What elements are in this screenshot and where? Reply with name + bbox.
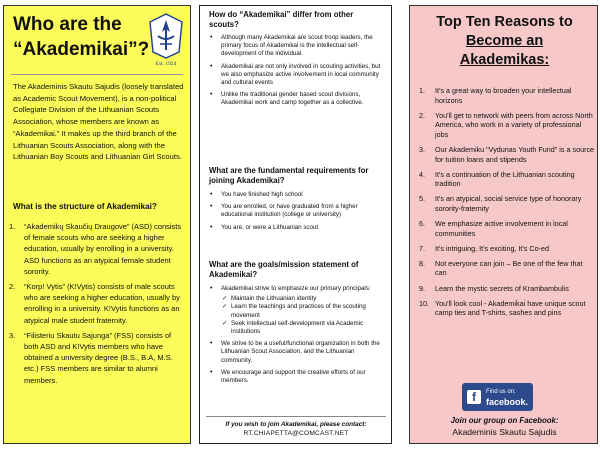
list-item: 7. It's intriguing, It's exciting, It's Co-ed: [419, 243, 549, 253]
list-item: 6. We emphasize active involvement in local communities: [419, 219, 568, 238]
list-item: 3. “Filisteriu Skautu Sajunga” (FSS) consists of both ASD and K!Vytis members who have obtained a university degree (B.S., B.A, M.S. etc.) FSS members are similar to alumni members.: [9, 330, 173, 385]
crest-year: Est. 1924: [155, 61, 177, 67]
panel1-title: Who are the “Akademikai”?: [13, 14, 150, 60]
check-icon: ✓: [222, 319, 228, 327]
contact-line: If you wish to join Akademikai, please contact:: [225, 421, 367, 428]
requirements-heading: What are the fundamental requirements for joining Akademikai?: [209, 166, 369, 185]
list-item: 3. Our Akademiku "Vydunas Youth Fund" is a source for tuition loans and stipends: [419, 144, 595, 164]
list-item: • Unlike the traditional gender based scout divisions, Akademikai work and camp together as a collective.: [210, 91, 364, 107]
requirements-section: [209, 166, 385, 236]
title-divider: [11, 74, 183, 75]
scout-crest-icon: [146, 12, 186, 68]
checklist-item: ✓ Seek intellectual self-development via Academic institutions: [222, 319, 364, 336]
check-icon: ✓: [222, 295, 228, 303]
list-item: • Akademikai strive to emphasize our primary principals: ✓ Maintain the Lithuanian identity ✓ Learn the teachings and practices of the scouting movement ✓ Seek intellectual self-development via Academic institutions: [209, 285, 385, 336]
contact-divider: [206, 416, 386, 417]
list-item: • Although many Akademikai are scout troop leaders, the primary focus of Akademikai is the intellectual self-development of the individual.: [210, 34, 373, 58]
list-item: • Akademikai are not only involved in scouting activities, but we also emphasize active involvement in local community and cultural events: [210, 62, 381, 87]
facebook-wordmark: facebook.: [486, 397, 529, 407]
check-icon: ✓: [222, 303, 228, 311]
contact-block: [206, 420, 386, 438]
differ-list: [209, 34, 385, 108]
goals-section: [209, 260, 385, 389]
requirements-list: [209, 191, 385, 232]
list-item: 2. “Korp! Vytis” (K!Vytis) consists of male scouts who are seeking a higher education, usually by enrolling in a university. K!Vytis functions as an atypical male student fraternity.: [9, 282, 180, 325]
checklist-item: ✓ Learn the teachings and practices of the scouting movement: [222, 303, 366, 319]
organization-name: Akademinis Skautu Sajudis: [452, 427, 557, 437]
list-item: 5. It's an atypical, social service type of honorary sorority-fraternity: [419, 194, 582, 213]
panel3-title: Top Ten Reasons to Become an Akademikas:: [436, 14, 573, 68]
list-item: 2. You'll get to network with peers from across North America, who work in a variety of professional jobs: [419, 110, 593, 139]
list-item: 9. Learn the mystic secrets of Krambambulis: [419, 283, 569, 293]
goals-heading: What are the goals/mission statement of Akademikai?: [209, 260, 359, 279]
list-item: 4. It's a continuation of the Lithuanian scouting tradition: [419, 169, 575, 189]
list-item: • We strive to be a useful/functional organization in both the Lithuanian Scout Association, and the Lithuanian community.: [210, 340, 380, 364]
structure-list: [9, 221, 187, 390]
list-item: • You have finished high school: [210, 191, 303, 198]
facebook-icon: f: [467, 390, 481, 404]
list-item: 1. “Akademikų Skaučių Draugove” (ASD) consists of female scouts who are seeking a higher education, usually by enrolling in a university. ASD functions as an atypical female student sorority.: [9, 222, 182, 276]
contact-email[interactable]: RT.CHIAPETTA@COMCAST.NET: [243, 430, 349, 437]
list-item: 1. It’s a great way to broaden your intellectual horizons: [419, 86, 572, 105]
panel-who-are-akademikai: [3, 5, 191, 444]
intro-paragraph: The Akademinis Skautu Sajudis (loosely translated as Academic Scout Movement), is a non-political Collegiate Division of the Lithuanian Scouts Association, whose members are known as “Akademikai.” It makes up the third branch of the Lithuanian Scouts Association, along with the Lithuanian Boy Scouts and Lithuanian Girl Scouts.: [13, 82, 184, 162]
panel-faq: [199, 5, 392, 444]
list-item: 10. You'll look cool - Akademikai have unique scout camp ties and T-shirts, sashes and pins: [419, 298, 586, 318]
differ-section: [209, 10, 385, 112]
list-item: 8. Not everyone can join – Be one of the few that can: [419, 258, 583, 278]
list-item: • You are, or were a Lithuanian scout: [210, 223, 319, 231]
differ-heading: How do “Akademikai” differ from other scouts?: [209, 10, 354, 29]
reasons-list: [419, 86, 595, 323]
panel-top-ten-reasons: [409, 5, 598, 444]
principles-list: [221, 295, 385, 336]
list-item: • You are enrolled, or have graduated from a higher educational institution (college or university): [210, 203, 358, 219]
structure-heading: What is the structure of Akademikai?: [13, 202, 157, 211]
checklist-item: ✓ Maintain the Lithuanian identity: [222, 295, 317, 303]
facebook-find-label: Find us on:: [486, 389, 516, 395]
facebook-badge[interactable]: [462, 383, 533, 411]
list-item: • We encourage and support the creative efforts of our members.: [210, 368, 366, 385]
facebook-join-text: Join our group on Facebook:: [450, 416, 559, 425]
goals-list: [209, 285, 385, 385]
